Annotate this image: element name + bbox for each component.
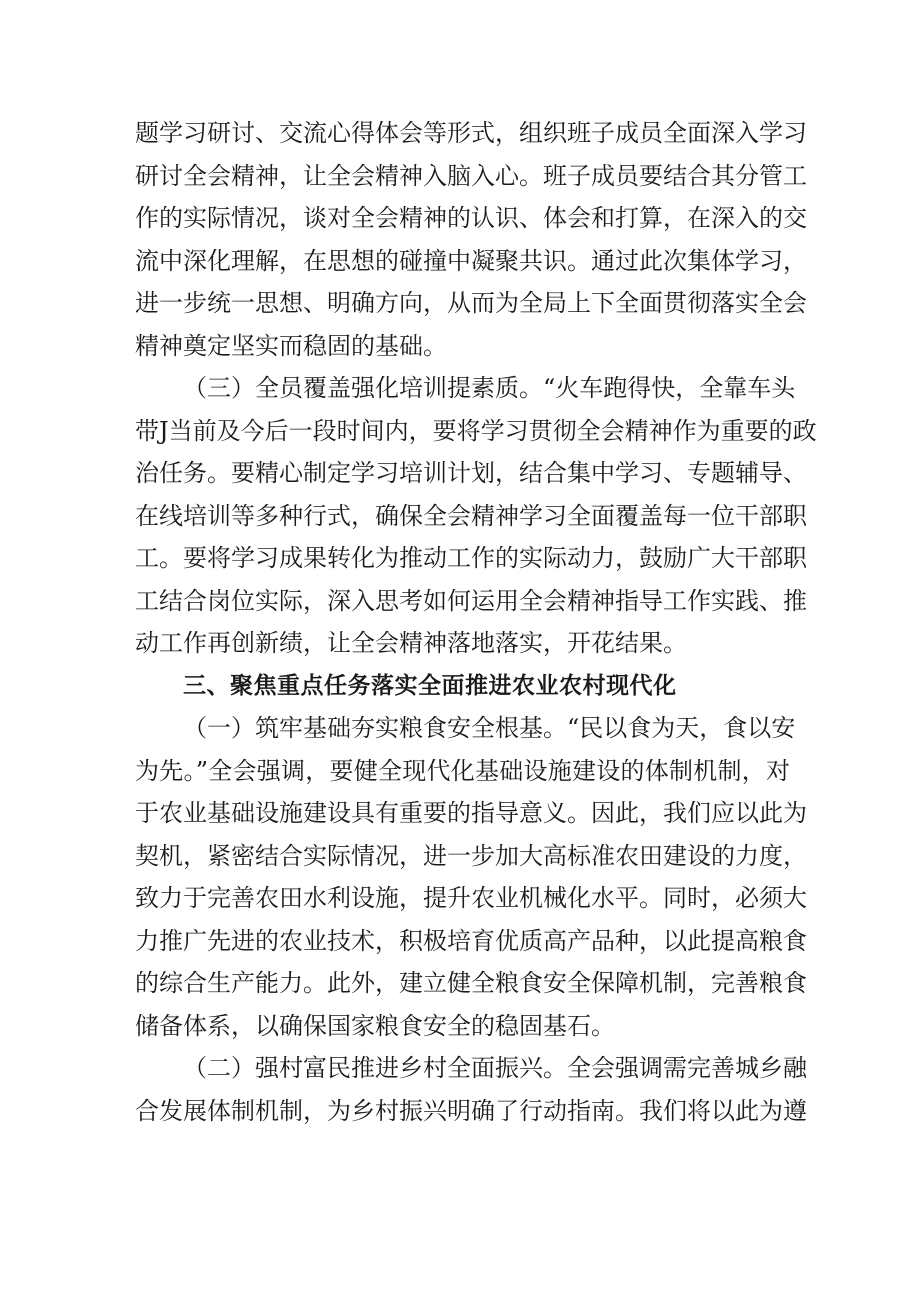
paragraph-rural-revitalization bbox=[135, 1047, 807, 1132]
text-line: 工结合岗位实际，深入思考如何运用全会精神指导工作实践、推 bbox=[135, 586, 807, 615]
text-line: 储备体系，以确保国家粮食安全的稳固基石。 bbox=[135, 1011, 615, 1040]
paragraph-food-security bbox=[135, 707, 807, 1047]
text-line: 进一步统一思想、明确方向，从而为全局上下全面贯彻落实全会 bbox=[135, 289, 807, 317]
text-line: 研讨全会精神，让全会精神入脑入心。班子成员要结合其分管工 bbox=[135, 161, 807, 190]
text-line: 契机，紧密结合实际情况，进一步加大高标准农田建设的力度， bbox=[135, 841, 807, 870]
text-line: （二）强村富民推进乡村全面振兴。全会强调需完善城乡融 bbox=[183, 1054, 807, 1082]
text-line: 动工作再创新绩，让全会精神落地落实，开花结果。 bbox=[135, 629, 687, 657]
text-line: 合发展体制机制，为乡村振兴明确了行动指南。我们将以此为遵 bbox=[135, 1096, 807, 1125]
text-line: 治任务。要精心制定学习培训计划，结合集中学习、专题辅导、 bbox=[135, 459, 807, 487]
text-line: 精神奠定坚实而稳固的基础。 bbox=[135, 331, 447, 360]
text-line: 带J当前及今后一段时间内，要将学习贯彻全会精神作为重要的政 bbox=[135, 416, 817, 445]
text-line: （一）筑牢基础夯实粮食安全根基。“民以食为天，食以安 bbox=[183, 714, 796, 742]
text-line: 流中深化理解，在思想的碰撞中凝聚共识。通过此次集体学习， bbox=[135, 246, 807, 275]
text-line: 为先。”全会强调，要健全现代化基础设施建设的体制机制，对 bbox=[135, 756, 790, 785]
text-line: 致力于完善农田水利设施，提升农业机械化水平。同时，必须大 bbox=[135, 884, 807, 912]
text-line: 的综合生产能力。此外，建立健全粮食安全保障机制，完善粮食 bbox=[135, 969, 807, 997]
paragraph-study-discussion bbox=[135, 112, 807, 367]
paragraph-training-coverage bbox=[135, 367, 817, 665]
text-line: 工。要将学习成果转化为推动工作的实际动力，鼓励广大干部职 bbox=[135, 544, 807, 572]
text-line: 作的实际情况，谈对全会精神的认识、体会和打算，在深入的交 bbox=[135, 204, 807, 232]
text-line: （三）全员覆盖强化培训提素质。“火车跑得快，全靠车头 bbox=[183, 374, 796, 402]
text-line: 在线培训等多种行式，确保全会精神学习全面覆盖每一位干部职 bbox=[135, 501, 807, 530]
text-line: 于农业基础设施建设具有重要的指导意义。因此，我们应以此为 bbox=[135, 799, 807, 827]
text-line: 题学习研讨、交流心得体会等形式，组织班子成员全面深入学习 bbox=[135, 119, 807, 147]
text-line: 力推广先进的农业技术，积极培育优质高产品种，以此提高粮食 bbox=[135, 926, 807, 955]
document-body bbox=[135, 112, 817, 1132]
section-heading: 三、聚焦重点任务落实全面推进农业农村现代化 bbox=[183, 672, 677, 699]
